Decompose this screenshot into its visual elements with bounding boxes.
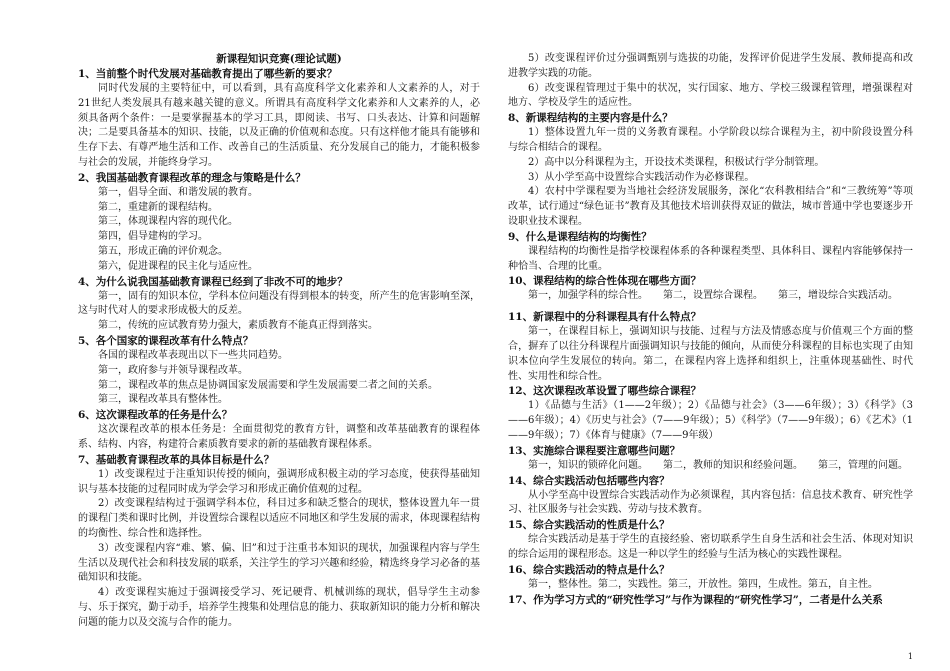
question-heading: 12、这次课程改革设置了哪些综合课程？ (508, 385, 702, 398)
right-column (508, 52, 913, 608)
paragraph: 5）改变课程评价过分强调甄别与选拔的功能，发挥评价促进学生发展、教师提高和改进教学实践的功能。 (508, 53, 913, 79)
paragraph: 课程结构的均衡性是指学校课程体系的各种课程类型、具体科目、课程内容能够保持一种恰当、合理的比重。 (508, 245, 913, 272)
paragraph: 第一，知识的锁碎化问题。 第二，教师的知识和经验问题。 第三，管理的问题。 (528, 459, 908, 471)
paragraph: 3）从小学至高中设置综合实践活动作为必修课程。 (528, 171, 755, 183)
paragraph: 1）改变课程过于注重知识传授的倾向，强调形成积极主动的学习态度，使获得基础知识与基本技能的过程同时成为学会学习和形成正确价值观的过程。 (78, 468, 480, 495)
paragraph: 第六，促进课程的民主化与适应性。 (98, 260, 258, 272)
paragraph: 第三，课程改革具有整体性。 (98, 394, 228, 406)
paragraph: 第一，倡导全面、和谐发展的教育。 (98, 186, 258, 198)
paragraph: 6）改变课程管理过于集中的状况，实行国家、地方、学校三级课程管理，增强课程对地方、学校及学生的适应性。 (508, 82, 913, 109)
question-heading: 6、这次课程改革的任务是什么？ (78, 409, 233, 422)
paragraph: 4）农村中学课程要为当地社会经济发展服务，深化“农科教相结合”和“三教统筹”等项改革，试行通过“绿色证书”教育及其他技术培训获得双证的做法，城市普通中学也要逐步开设职业技术课程。 (508, 186, 913, 227)
paragraph: 第一，固有的知识本位，学科本位问题没有得到根本的转变，所产生的危害影响至深，这与时代对人的要求形成极大的反差。 (78, 290, 480, 317)
paragraph: 第一，加强学科的综合性。 第二，设置综合课程。 第三，增设综合实践活动。 (528, 290, 898, 302)
paragraph: 第一，整体性。第二，实践性。第三，开放性。第四，生成性。第五，自主性。 (528, 578, 878, 590)
paragraph: 2）高中以分科课程为主，开设技术类课程，积极试行学分制管理。 (528, 156, 825, 168)
right-content (508, 52, 913, 608)
question-heading: 14、综合实践活动包括哪些内容？ (508, 474, 670, 487)
question-heading: 8、新课程结构的主要内容是什么？ (508, 112, 673, 125)
paragraph: 4）改变课程实施过于强调接受学习、死记硬背、机械训练的现状，倡导学生主动参与、乐于探究，勤于动手，培养学生搜集和处理信息的能力、获取新知识的能力分析和解决问题的能力以及交流与合作的能力。 (78, 587, 480, 628)
paragraph: 1）《品德与生活》（1——2年级）；2）《品德与社会》（3——6年级）；3）《科学》（3——6年级）；4）《历史与社会》（7——9年级）；5）《科学》（7——9年级）；6）《艺术》（1——9年级）；7）《体育与健康》（7——9年级） (508, 400, 913, 441)
document-title: 新课程知识竞赛(理论试题) (216, 53, 342, 65)
paragraph: 第三，体现课程内容的现代化。 (98, 216, 238, 228)
question-heading: 7、基础教育课程改革的具体目标是什么？ (78, 453, 275, 466)
question-heading: 4、为什么说我国基础教育课程已经到了非改不可的地步？ (78, 275, 348, 288)
paragraph: 同时代发展的主要特征中，可以看到，具有高度科学文化素养和人文素养的人，对于21世纪人类发展具有越来越关键的意义。所谓具有高度科学文化素养和人文素养的人，必须具备两个条件：一是要掌握基本的学习工具，即阅读、书写、口头表达、计算和问题解决；二是要具备基本的知识、技能，以及正确的价值观和态度。只有这样他才能具有能够和生存下去、有尊严地生活和工作、改善自己的生活质量、充分发展自己的能力，才能积极参与社会的发展，并能终身学习。 (78, 83, 480, 168)
paragraph: 第四，倡导建构的学习。 (98, 231, 208, 243)
paragraph: 第一，在课程目标上，强调知识与技能、过程与方法及情感态度与价值观三个方面的整合，摒弃了以往分科课程片面强调知识与技能的倾向，从而使分科课程的目标也实现了由知识本位向学生发展位的转向。第二，在课程内容上选择和组织上，注重体现基础性、时代性、实用性和综合性。 (508, 326, 913, 382)
question-heading: 10、课程结构的综合性体现在哪些方面？ (508, 275, 702, 288)
paragraph: 第二，传统的应试教育势力强大，素质教育不能真正得到落实。 (98, 320, 378, 332)
question-heading: 2、我国基础教育课程改革的理念与策略是什么？ (78, 171, 306, 184)
question-heading: 9、什么是课程结构的均衡性？ (508, 230, 652, 243)
paragraph: 从小学至高中设置综合实践活动作为必须课程，其内容包括：信息技术教育、研究性学习、社区服务与社会实践、劳动与技术教育。 (508, 489, 913, 516)
paragraph: 第二，课程改革的焦点是协调国家发展需要和学生发展需要二者之间的关系。 (98, 379, 438, 391)
paragraph: 第一，政府参与并领导课程改革。 (98, 364, 248, 376)
paragraph: 这次课程改革的根本任务是：全面贯彻党的教育方针，调整和改革基础教育的课程体系、结构、内容，构建符合素质教育要求的新的基础教育课程体系。 (78, 424, 480, 450)
paragraph: 第二，重建新的课程结构。 (98, 201, 218, 213)
paragraph: 1）整体设置九年一贯的义务教育课程。小学阶段以综合课程为主，初中阶段设置分科与综合相结合的课程。 (508, 127, 913, 153)
paragraph: 综合实践活动是基于学生的直接经验、密切联系学生自身生活和社会生活、体现对知识的综合运用的课程形态。这是一种以学生的经验与生活为核心的实践性课程。 (508, 534, 913, 560)
question-heading: 5、各个国家的课程改革有什么特点？ (78, 334, 254, 347)
question-heading: 13、实施综合课程要注意哪些问题？ (508, 444, 681, 457)
paragraph: 各国的课程改革表现出以下一些共同趋势。 (98, 349, 288, 361)
left-column (78, 52, 480, 631)
paragraph: 第五，形成正确的评价观念。 (98, 245, 228, 257)
question-heading: 16、综合实践活动的特点是什么？ (508, 563, 670, 576)
question-heading: 15、综合实践活动的性质是什么？ (508, 519, 670, 532)
question-heading: 11、新课程中的分科课程具有什么特点？ (508, 311, 702, 324)
question-heading: 17、作为学习方式的“研究性学习”与作为课程的“研究性学习”，二者是什么关系 (508, 593, 883, 606)
paragraph: 3）改变课程内容“难、繁、偏、旧”和过于注重书本知识的现状，加强课程内容与学生生活以及现代社会和科技发展的联系，关注学生的学习兴趣和经验，精选终身学习必备的基础知识和技能。 (78, 542, 480, 584)
left-content (78, 67, 480, 631)
paragraph: 2）改变课程结构过于强调学科本位，科目过多和缺乏整合的现状，整体设置九年一贯的课程门类和课时比例，并设置综合课程以适应不同地区和学生发展的需求，体现课程结构的均衡性、综合性和选择性。 (78, 498, 480, 539)
question-heading: 1、当前整个时代发展对基础教育提出了哪些新的要求？ (78, 68, 338, 80)
page-number: 1 (907, 652, 913, 661)
